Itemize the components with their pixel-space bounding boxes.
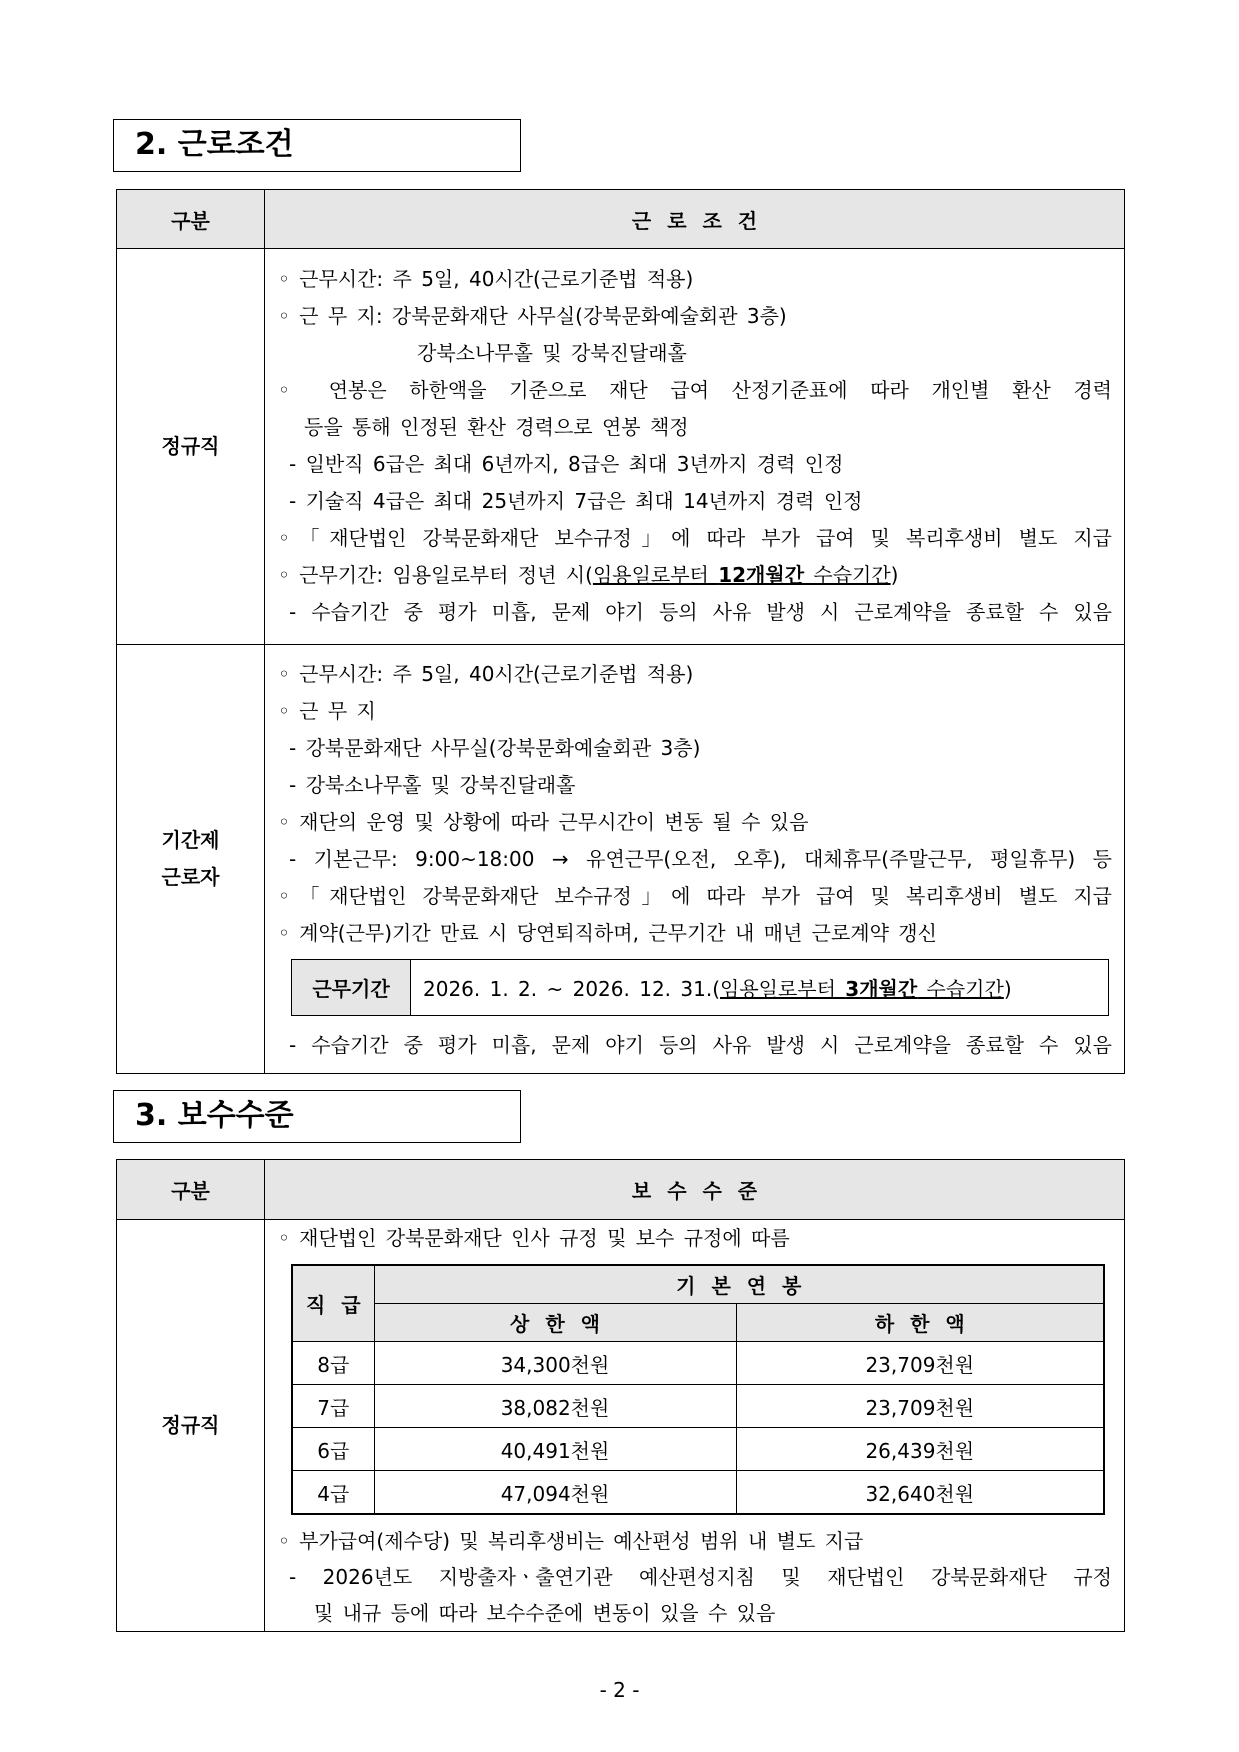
grade-header: 직 급: [292, 1265, 374, 1342]
grade-cell: 8급: [292, 1342, 374, 1385]
section-title-working-conditions: 2. 근로조건: [113, 119, 521, 172]
row-fixed-term: [117, 645, 1125, 1074]
probation-note: - 수습기간 중 평가 미흡, 문제 야기 등의 사유 발생 시 근로계약을 종료할 수 있음: [289, 1033, 1112, 1057]
work-period-suffix: ): [1003, 977, 1012, 1001]
row-regular: [117, 249, 1125, 645]
upper-limit-cell: 47,094천원: [374, 1471, 736, 1515]
upper-limit-cell: 40,491천원: [374, 1428, 736, 1471]
header-salary-level: 보 수 수 준: [265, 1160, 1125, 1220]
salary-notes: [278, 1523, 1112, 1631]
condition-line: ◦ 연봉은 하한액을 기준으로 재단 급여 산정기준표에 따라 개인별 환산 경력: [278, 378, 1112, 402]
work-period-value: [411, 960, 1109, 1016]
condition-line: ◦ 재단의 운영 및 상황에 따라 근무시간이 변동 될 수 있음: [278, 810, 809, 834]
salary-note: 및 내규 등에 따라 보수수준에 변동이 있을 수 있음: [314, 1601, 776, 1625]
condition-line: ◦ 계약(근무)기간 만료 시 당연퇴직하며, 근무기간 내 매년 근로계약 갱신: [278, 921, 937, 945]
upper-limit-cell: 34,300천원: [374, 1342, 736, 1385]
section-title-salary-level: 3. 보수수준: [113, 1090, 521, 1143]
work-period-underlined: 수습기간: [917, 977, 1004, 1001]
salary-note: - 2026년도 지방출자ㆍ출연기관 예산편성지침 및 재단법인 강북문화재단 규정: [289, 1565, 1112, 1589]
row-label-regular: 정규직: [117, 249, 265, 645]
table-row: [292, 1342, 1104, 1385]
work-period-suffix: ): [890, 563, 899, 587]
work-period-probation-months: 12개월간: [718, 563, 805, 587]
regular-conditions: [265, 249, 1125, 645]
header-category: 구분: [117, 190, 265, 249]
lower-limit-cell: 23,709천원: [736, 1385, 1104, 1428]
grade-cell: 7급: [292, 1385, 374, 1428]
condition-line: ◦「재단법인 강북문화재단 보수규정」에 따라 부가 급여 및 복리후생비 별도 지급: [278, 884, 1112, 908]
grade-cell: 4급: [292, 1471, 374, 1515]
probation-note: - 수습기간 중 평가 미흡, 문제 야기 등의 사유 발생 시 근로계약을 종료할 수 있음: [289, 600, 1112, 624]
condition-line: - 일반직 6급은 최대 6년까지, 8급은 최대 3년까지 경력 인정: [289, 452, 844, 476]
work-period-underlined: 수습기간: [804, 563, 891, 587]
work-period-probation-months: 3개월간: [845, 977, 918, 1001]
row-label-fixed-term: [117, 645, 265, 1074]
header-working-conditions: 근 로 조 건: [265, 190, 1125, 249]
condition-line: ◦ 근 무 지: 강북문화재단 사무실(강북문화예술회관 3층): [278, 304, 787, 328]
table-row: [292, 1385, 1104, 1428]
work-period-underlined: 임용일로부터: [592, 563, 719, 587]
fixed-term-conditions: [265, 645, 1125, 1074]
work-period-label: 근무기간: [292, 960, 411, 1016]
page-number: - 2 -: [599, 1678, 640, 1702]
work-period-box: [291, 959, 1109, 1016]
lower-limit-cell: 32,640천원: [736, 1471, 1104, 1515]
regular-salary: [265, 1220, 1125, 1632]
salary-intro: ◦ 재단법인 강북문화재단 인사 규정 및 보수 규정에 따름: [278, 1226, 790, 1250]
condition-line: 강북소나무홀 및 강북진달래홀: [417, 341, 687, 365]
row-label-regular: 정규직: [117, 1220, 265, 1632]
table-row: [292, 1471, 1104, 1515]
condition-line: ◦ 근 무 지: [278, 699, 376, 723]
condition-line: 등을 통해 인정된 환산 경력으로 연봉 책정: [304, 415, 689, 439]
work-period-line: [278, 557, 1112, 594]
upper-limit-cell: 38,082천원: [374, 1385, 736, 1428]
working-conditions-table: [116, 189, 1125, 1074]
condition-line: ◦ 근무시간: 주 5일, 40시간(근로기준법 적용): [278, 662, 694, 686]
work-period-prefix: ◦ 근무기간: 임용일로부터 정년 시(: [278, 563, 593, 587]
condition-line: - 기술직 4급은 최대 25년까지 7급은 최대 14년까지 경력 인정: [289, 489, 863, 513]
lower-limit-header: 하 한 액: [736, 1304, 1104, 1342]
condition-line: - 강북문화재단 사무실(강북문화예술회관 3층): [289, 736, 701, 760]
table-row: [292, 1428, 1104, 1471]
label-line: 근로자: [161, 865, 220, 889]
salary-note: ◦ 부가급여(제수당) 및 복리후생비는 예산편성 범위 내 별도 지급: [278, 1529, 864, 1553]
annual-salary-header: 기 본 연 봉: [374, 1265, 1104, 1304]
header-category: 구분: [117, 1160, 265, 1220]
grade-cell: 6급: [292, 1428, 374, 1471]
lower-limit-cell: 26,439천원: [736, 1428, 1104, 1471]
upper-limit-header: 상 한 액: [374, 1304, 736, 1342]
condition-line: ◦ 근무시간: 주 5일, 40시간(근로기준법 적용): [278, 267, 694, 291]
condition-line: - 강북소나무홀 및 강북진달래홀: [289, 773, 576, 797]
work-period-dates: 2026. 1. 2. ~ 2026. 12. 31.(: [423, 977, 720, 1001]
condition-line: - 기본근무: 9:00~18:00 → 유연근무(오전, 오후), 대체휴무(주말근무, 평일휴무) 등: [289, 847, 1112, 871]
condition-line: ◦「재단법인 강북문화재단 보수규정」에 따라 부가 급여 및 복리후생비 별도 지급: [278, 526, 1112, 550]
row-regular-salary: [117, 1220, 1125, 1632]
salary-level-table: [116, 1159, 1125, 1632]
lower-limit-cell: 23,709천원: [736, 1342, 1104, 1385]
label-line: 기간제: [161, 828, 220, 852]
salary-grade-table: [291, 1264, 1105, 1515]
work-period-underlined: 임용일로부터: [720, 977, 846, 1001]
